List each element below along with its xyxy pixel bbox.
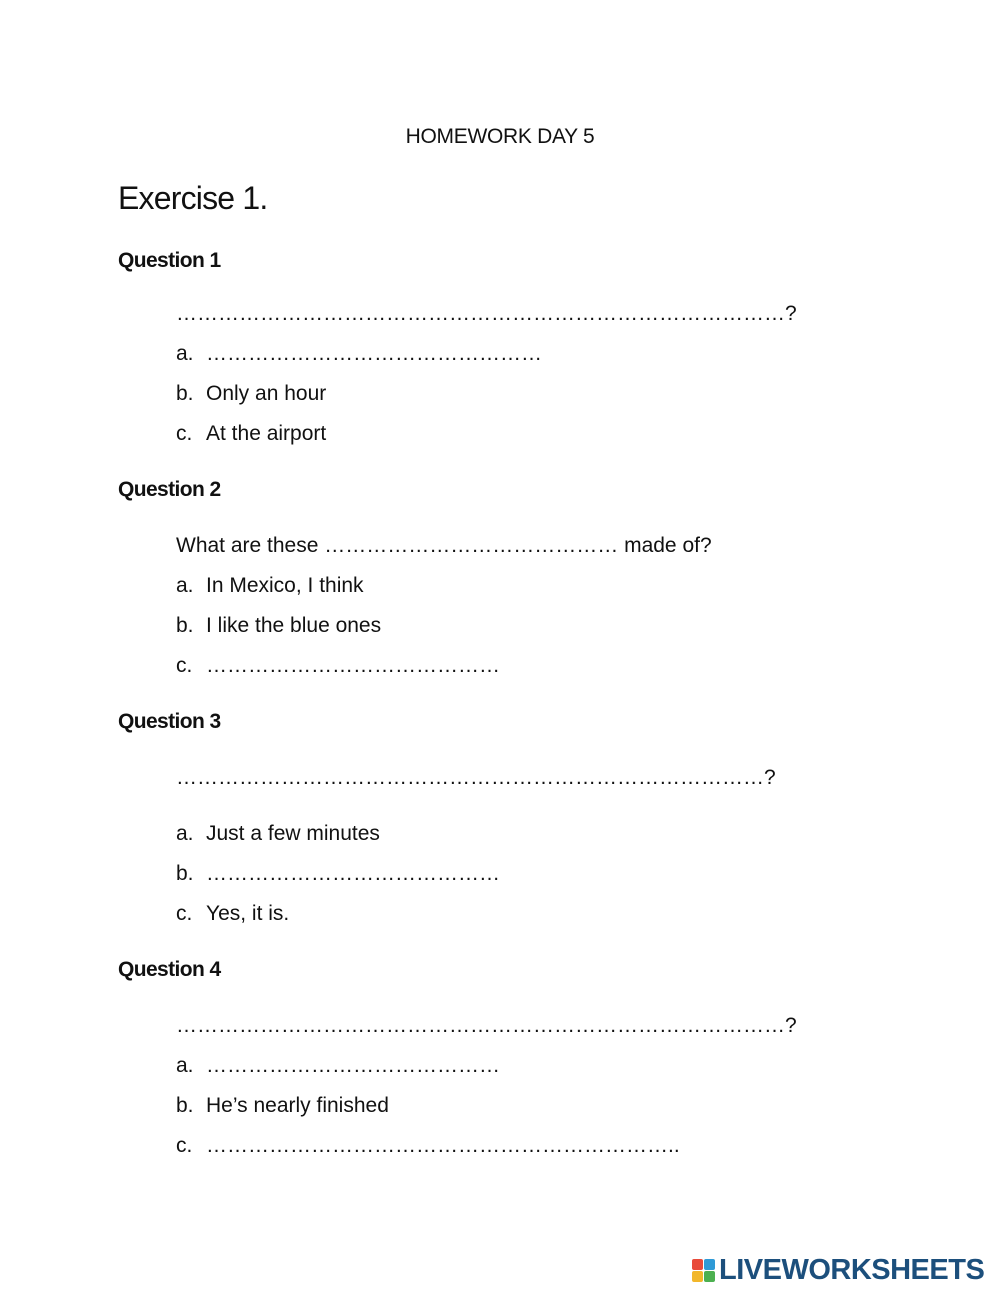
option-text: Yes, it is. xyxy=(206,902,290,925)
liveworksheets-logo[interactable] xyxy=(692,1254,984,1287)
option-letter: c. xyxy=(176,422,193,445)
option-letter: a. xyxy=(176,342,194,365)
option-text: ………………………………………… xyxy=(206,342,542,365)
option-text: …………………………………… xyxy=(206,1054,500,1077)
option-letter: a. xyxy=(176,1054,194,1077)
question-2-prompt: What are these …………………………………… made of? xyxy=(176,534,712,557)
option-text: At the airport xyxy=(206,422,327,445)
liveworksheets-logo-icon xyxy=(692,1259,715,1282)
exercise-title: Exercise 1. xyxy=(118,180,268,216)
question-4-prompt: ……………………………………………………………………………? xyxy=(176,1014,797,1037)
question-2-option-b xyxy=(176,614,381,638)
option-letter: c. xyxy=(176,1134,193,1157)
question-1-title: Question 1 xyxy=(118,249,221,272)
option-text: ………………………………………………………….. xyxy=(206,1134,680,1157)
option-letter: b. xyxy=(176,614,194,637)
option-letter: a. xyxy=(176,574,194,597)
question-1-option-b xyxy=(176,382,326,406)
logo-square-icon xyxy=(704,1271,715,1282)
question-4-option-c xyxy=(176,1134,680,1158)
question-4-title: Question 4 xyxy=(118,958,221,981)
question-3-title: Question 3 xyxy=(118,710,221,733)
option-text: …………………………………… xyxy=(206,862,500,885)
option-letter: a. xyxy=(176,822,194,845)
option-letter: c. xyxy=(176,902,193,925)
option-text: In Mexico, I think xyxy=(206,574,364,597)
question-3-option-b xyxy=(176,862,500,886)
question-4-option-b xyxy=(176,1094,389,1118)
option-text: Only an hour xyxy=(206,382,327,405)
question-3-option-c xyxy=(176,902,289,926)
question-1-option-a xyxy=(176,342,542,366)
option-text: …………………………………… xyxy=(206,654,500,677)
option-text: Just a few minutes xyxy=(206,822,380,845)
option-text: He’s nearly finished xyxy=(206,1094,389,1117)
question-3-option-a xyxy=(176,822,380,846)
question-2-title: Question 2 xyxy=(118,478,221,501)
question-3-prompt: …………………………………………………………………………? xyxy=(176,766,776,789)
option-letter: c. xyxy=(176,654,193,677)
question-4-option-a xyxy=(176,1054,500,1078)
logo-square-icon xyxy=(704,1259,715,1270)
question-1-prompt: ……………………………………………………………………………? xyxy=(176,302,797,325)
question-1-option-c xyxy=(176,422,326,446)
logo-square-icon xyxy=(692,1259,703,1270)
logo-square-icon xyxy=(692,1271,703,1282)
question-2-option-a xyxy=(176,574,364,598)
option-text: I like the blue ones xyxy=(206,614,382,637)
option-letter: b. xyxy=(176,1094,194,1117)
page-title: HOMEWORK DAY 5 xyxy=(405,125,595,148)
liveworksheets-brand-text: LIVEWORKSHEETS xyxy=(719,1254,985,1286)
question-2-option-c xyxy=(176,654,500,678)
option-letter: b. xyxy=(176,862,194,885)
option-letter: b. xyxy=(176,382,194,405)
